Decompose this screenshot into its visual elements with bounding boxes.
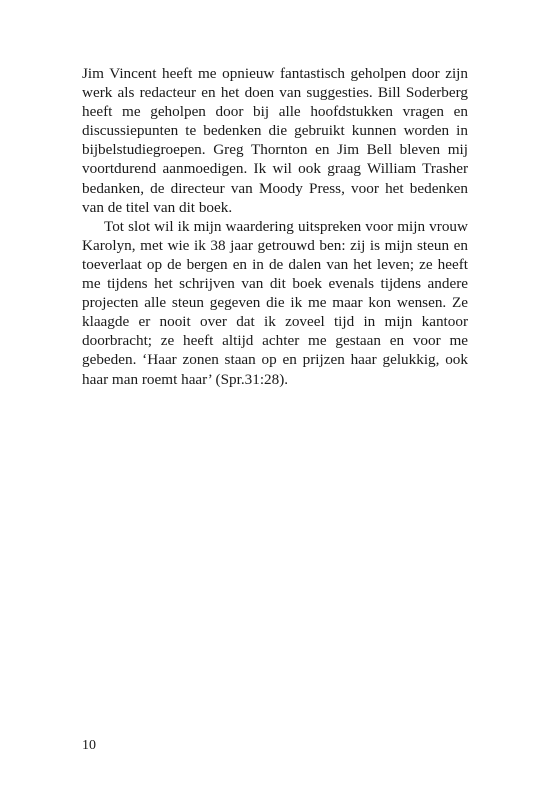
page-number: 10: [82, 738, 96, 753]
paragraph-wife-thanks: Tot slot wil ik mijn waardering uitspreken voor mijn vrouw Karolyn, met wie ik 38 jaar getrouwd ben: zij is mijn steun en toeverlaat op de bergen en in de dalen van het leven; ze heeft me tijdens het schrijven van dit boek evenals tijdens andere projecten alle steun gegeven die ik me maar kon wensen. Ze klaagde er nooit over dat ik zoveel tijd in mijn kantoor doorbracht; ze heeft altijd achter me gestaan en voor me gebeden. ‘Haar zonen staan op en prijzen haar gelukkig, ook haar man roemt haar’ (Spr.31:28).: [82, 217, 468, 388]
body-text: [82, 64, 468, 389]
paragraph-acknowledgements: Jim Vincent heeft me opnieuw fantastisch geholpen door zijn werk als redacteur en het doen van suggesties. Bill Soderberg heeft me geholpen door bij alle hoofdstukken vragen en discussiepunten te bedenken die gebruikt kunnen worden in bijbelstudiegroepen. Greg Thornton en Jim Bell bleven mij voortdurend aanmoedigen. Ik wil ook graag William Trasher bedanken, de directeur van Moody Press, voor het bedenken van de titel van dit boek.: [82, 65, 468, 216]
